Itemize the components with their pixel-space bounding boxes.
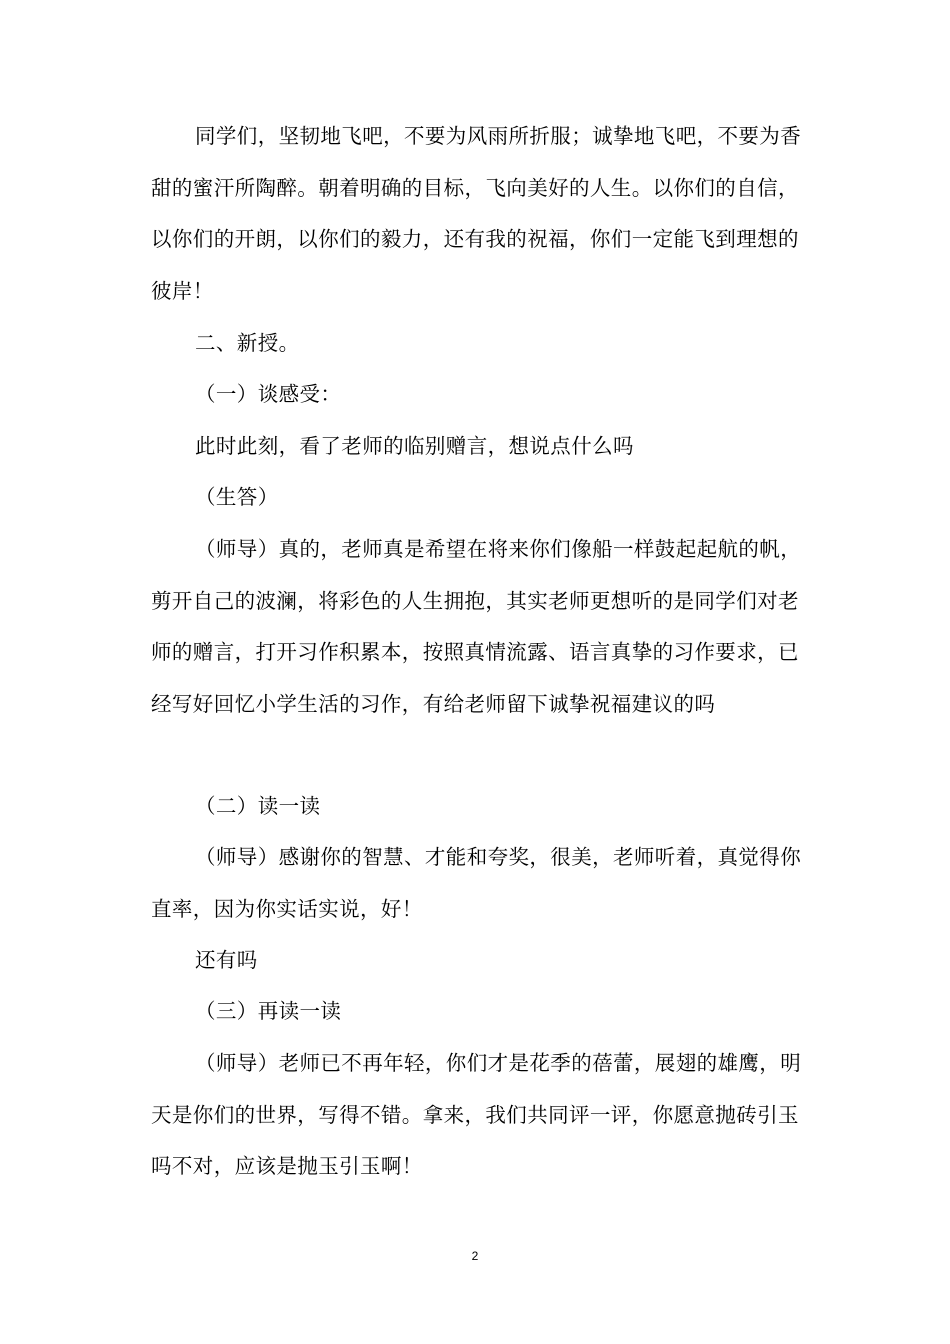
- paragraph-question: 此时此刻，看了老师的临别赠言，想说点什么吗: [195, 434, 634, 458]
- subsection-heading-feelings: （一）谈感受：: [195, 382, 342, 406]
- paragraph-teacher-guide-3: （师导）老师已不再年轻，你们才是花季的蓓蕾，展翅的雄鹰，明天是你们的世界，写得不错。拿来，我们共同评一评，你愿意抛砖引玉吗不对，应该是抛玉引玉啊！: [151, 1051, 802, 1178]
- page-number: 2: [471, 1249, 479, 1263]
- subsection-heading-reread: （三）再读一读: [195, 999, 342, 1023]
- paragraph-closing-wishes: 同学们，坚韧地飞吧，不要为风雨所折服；诚挚地飞吧，不要为香甜的蜜汗所陶醉。朝着明确的目标，飞向美好的人生。以你们的自信，以你们的开朗，以你们的毅力，还有我的祝福，你们一定能飞到理想的彼岸！: [151, 124, 802, 303]
- section-heading-new-lesson: 二、新授。: [195, 331, 300, 355]
- subsection-heading-read: （二）读一读: [195, 794, 321, 818]
- paragraph-teacher-guide-1: （师导）真的，老师真是希望在将来你们像船一样鼓起起航的帆，剪开自己的波澜，将彩色的人生拥抱，其实老师更想听的是同学们对老师的赠言，打开习作积累本，按照真情流露、语言真挚的习作要求，已经写好回忆小学生活的习作，有给老师留下诚挚祝福建议的吗: [151, 537, 802, 716]
- paragraph-student-answer: （生答）: [195, 485, 279, 509]
- paragraph-teacher-guide-2: （师导）感谢你的智慧、才能和夸奖，很美，老师听着，真觉得你直率，因为你实话实说，好！: [151, 845, 802, 921]
- paragraph-anything-else: 还有吗: [195, 948, 258, 972]
